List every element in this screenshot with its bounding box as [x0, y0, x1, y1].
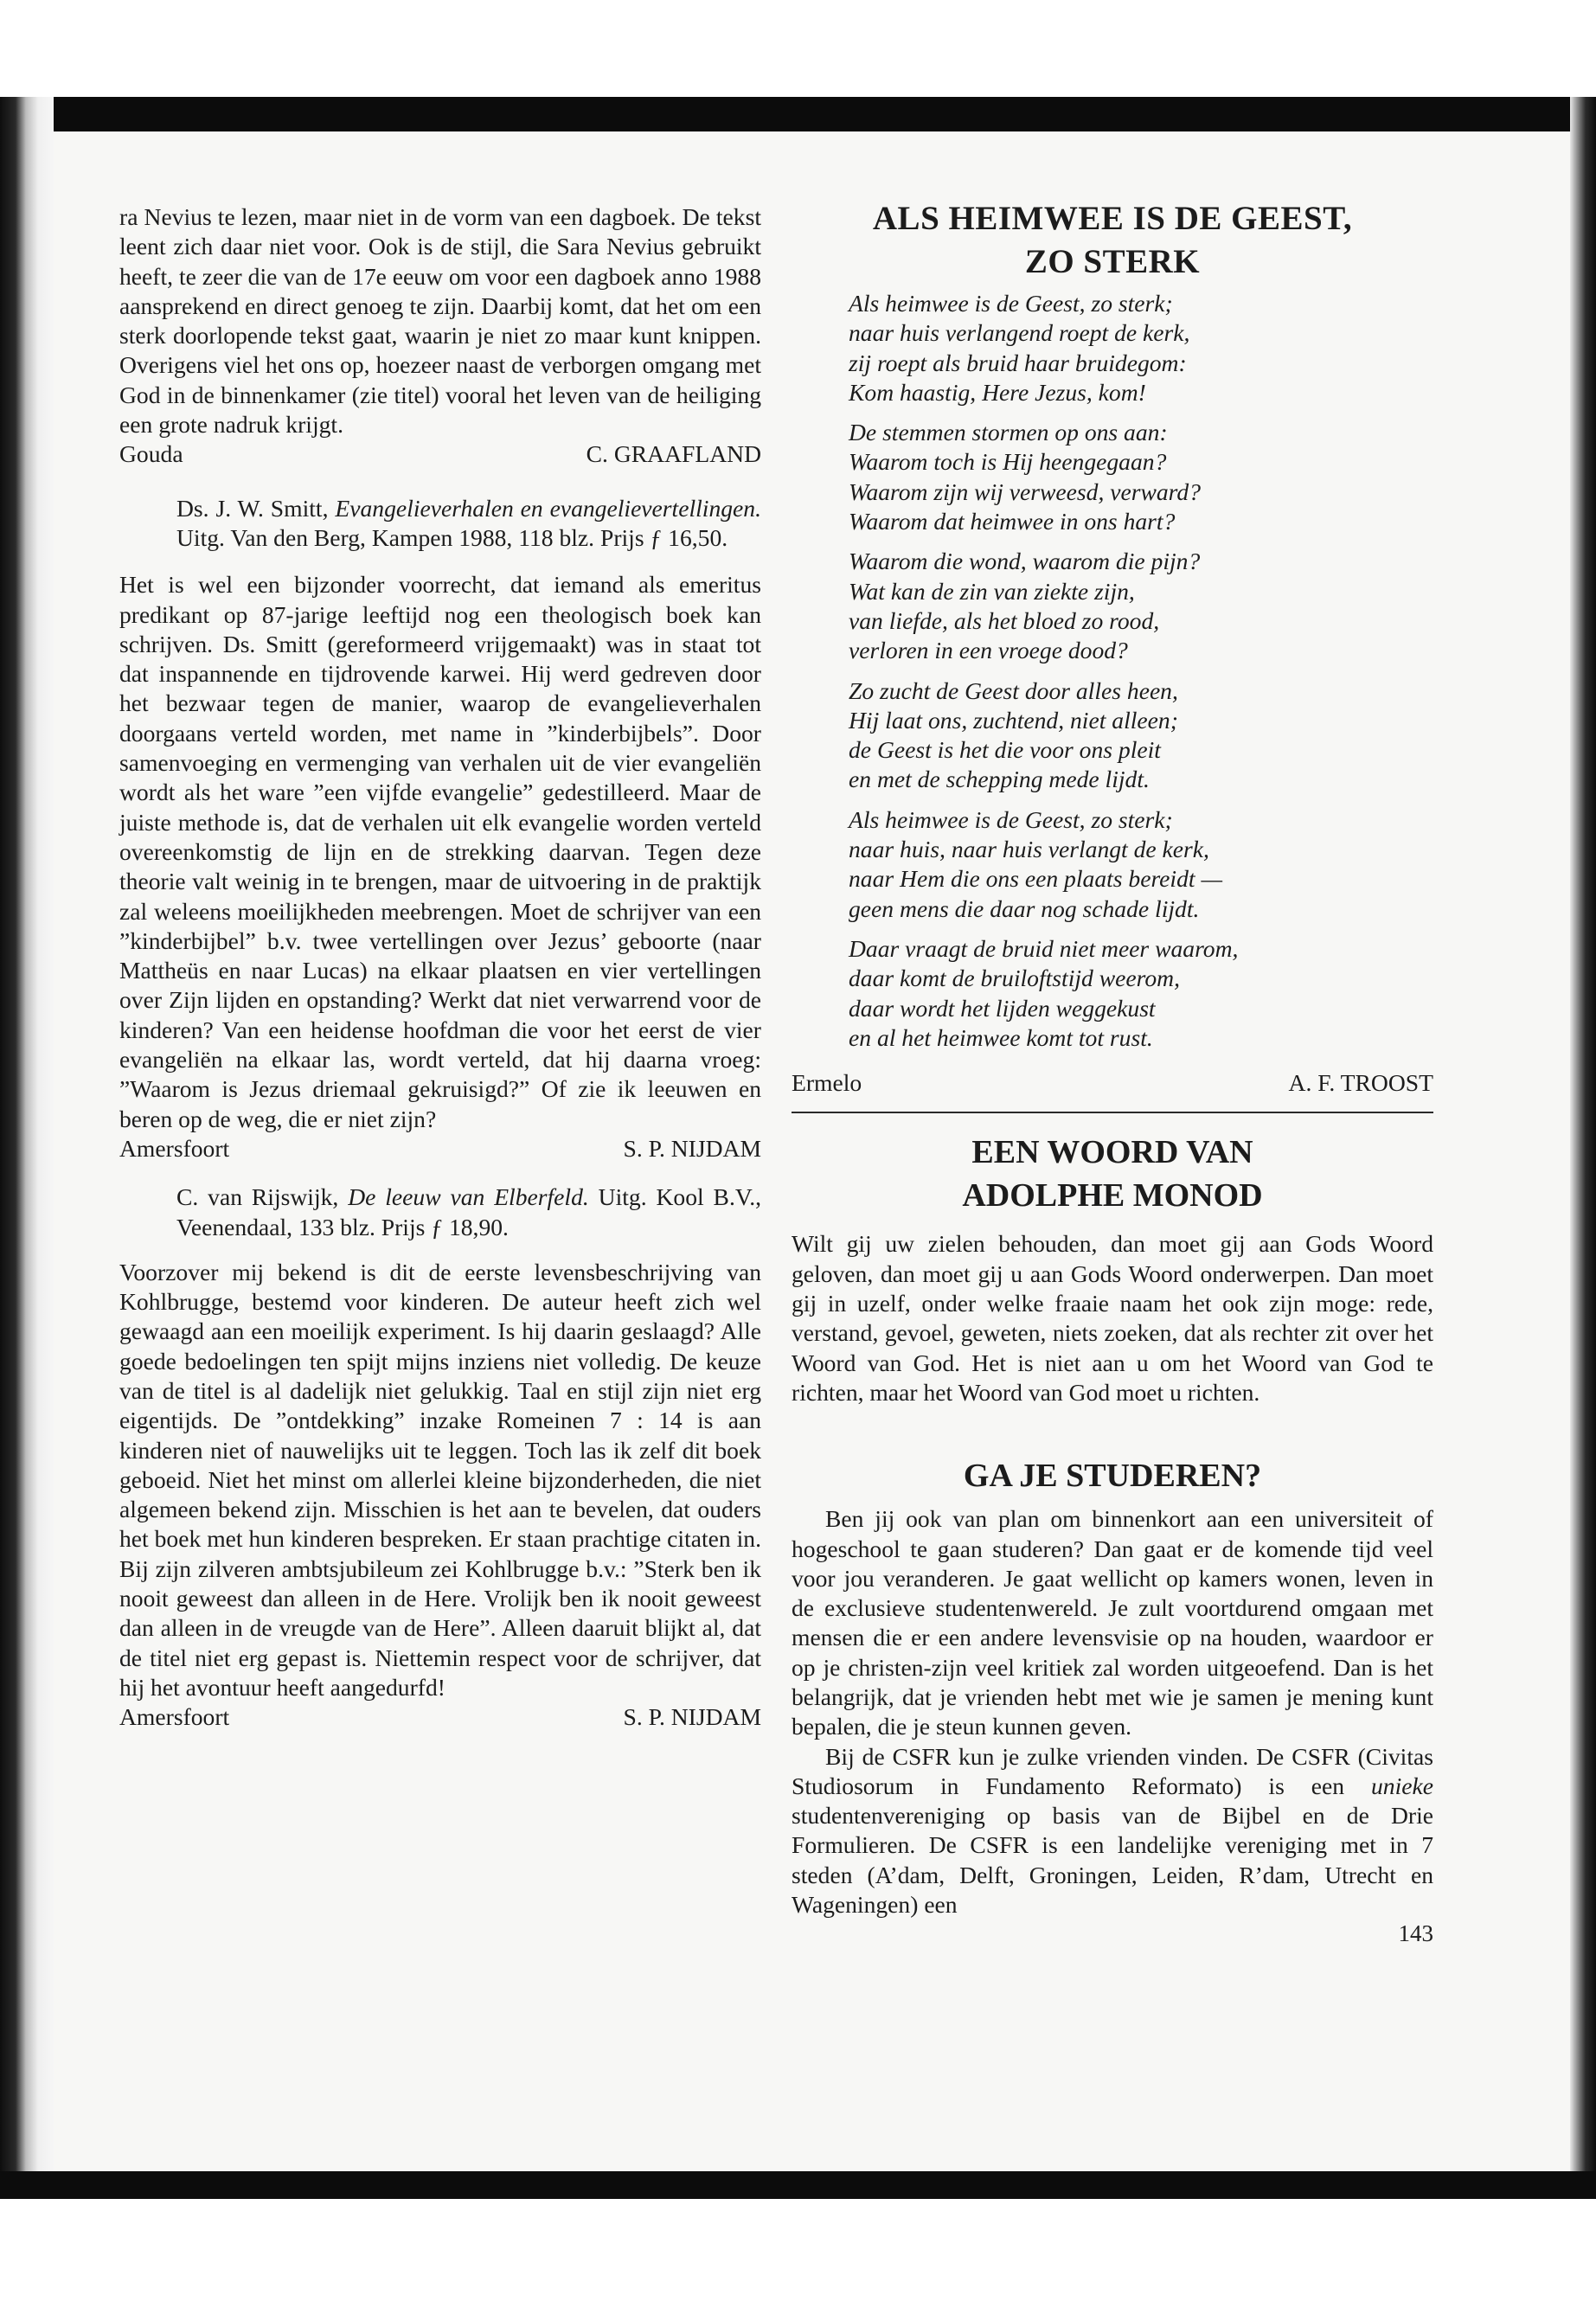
- poem-line: Als heimwee is de Geest, zo sterk;: [849, 290, 1173, 317]
- scan-border-top: [0, 97, 1596, 131]
- poem-stanza-1: [849, 289, 1433, 407]
- scan-border-bottom: [0, 2171, 1596, 2199]
- left-column: [119, 202, 761, 1733]
- review2-paragraph: Het is wel een bijzonder voorrecht, dat iemand als emeritus predikant op 87-jarige leeftijd nog een theologisch boek kan schrijven. Ds. Smitt (gereformeerd vrijgemaakt) was in staat tot dat inspannende en tijdrovende karwei. Hij werd gedreven door het bezwaar tegen de manier, waarop de evangelieverhalen doorgaans verteld worden, met name in ”kinderbijbels”. Door samenvoeging en vermenging van verhalen uit de vier evangeliën wordt als het ware ”een vijfde evangelie” gedestilleerd. Maar de juiste methode is, dat de verhalen uit elk evangelie worden verteld overeenkomstig de lijn en de strekking daarvan. Tegen deze theorie valt weinig in te brengen, maar de uitvoering in de praktijk zal weleens moeilijkheden meebrengen. Moet de schrijver van een ”kinderbijbel” b.v. twee vertellingen over Jezus’ geboorte (naar Mattheüs en naar Lucas) na elkaar plaatsen en vier vertellingen over Zijn lijden en opstanding? Werkt dat niet verwarrend voor de kinderen? Van een heidense hoofdman die voor het eerst de vier evangeliën na elkaar las, wordt verteld, dat hij daarna vroeg: ”Waarom is Jezus driemaal gekruisigd?” Of zie ik leeuwen en beren op de weg, die er niet zijn?: [119, 571, 761, 1132]
- poem-title-line2: ZO STERK: [1024, 243, 1201, 280]
- poem-line: Waarom die wond, waarom die pijn?: [849, 548, 1201, 575]
- review3-book-author: C. van Rijswijk,: [176, 1183, 339, 1211]
- review2-book-author: Ds. J. W. Smitt,: [176, 494, 329, 522]
- poem-title-line1: ALS HEIMWEE IS DE GEEST,: [872, 200, 1353, 237]
- review2-signature: [119, 1134, 761, 1163]
- poem-line: Waarom zijn wij verweesd, verward?: [849, 478, 1201, 505]
- studeren-paragraph-2: [792, 1742, 1433, 1920]
- poem-place: Ermelo: [792, 1069, 862, 1097]
- studeren-emphasis: unieke: [1370, 1772, 1433, 1799]
- poem-stanza-3: [849, 547, 1433, 665]
- poem-line: naar huis, naar huis verlangt de kerk,: [849, 836, 1209, 863]
- book-spine-shadow: [0, 97, 54, 2199]
- poem-title: [792, 197, 1433, 284]
- poem-line: de Geest is het die voor ons pleit: [849, 736, 1161, 764]
- monod-title-line1: EEN WOORD VAN: [971, 1134, 1253, 1171]
- studeren-paragraph-2-start: Bij de CSFR kun je zulke vrienden vinden. De CSFR (Civitas Studiosorum in Fundamento Reformato) is een: [792, 1742, 1433, 1799]
- review1-paragraph: ra Nevius te lezen, maar niet in de vorm van een dagboek. De tekst leent zich daar niet voor. Ook is de stijl, die Sara Nevius gebruikt heeft, te zeer die van de 17e eeuw om voor een dagboek anno 1988 aansprekend en direct genoeg te zijn. Daarbij komt, dat het om een sterk doorlopende tekst gaat, waarin je niet zo maar kunt knippen. Overigens viel het ons op, hoezeer naast de verborgen omgang met God in de binnenkamer (zie titel) vooral het leven van de heiliging een grote nadruk krijgt.: [119, 203, 761, 439]
- review2-book-title: Evangelieverhalen en evangelievertellingen.: [335, 494, 761, 522]
- monod-title: [792, 1131, 1433, 1217]
- poem-line: Waarom toch is Hij heengegaan?: [849, 448, 1167, 476]
- poem-line: Kom haastig, Here Jezus, kom!: [849, 378, 1146, 406]
- monod-title-line2: ADOLPHE MONOD: [962, 1177, 1263, 1215]
- review3-book-publisher: Uitg. Kool B.V., Veenendaal, 133 blz. Prijs ƒ 18,90.: [176, 1183, 762, 1240]
- poem-line: De stemmen stormen op ons aan:: [849, 419, 1168, 446]
- right-column: [792, 197, 1433, 1947]
- studeren-paragraph-2-end: studentenvereniging op basis van de Bijbel en de Drie Formulieren. De CSFR is een landelijke vereniging met in 7 steden (A’dam, Delft, Groningen, Leiden, R’dam, Utrecht en Wageningen) een: [792, 1802, 1433, 1919]
- monod-paragraph: Wilt gij uw zielen behouden, dan moet gij aan Gods Woord geloven, dan moet gij u aan Gods Woord onderwerpen. Dan moet gij in uzelf, onder welke fraaie naam het ook zijn moge: rede, verstand, gevoel, geweten, niets zoeken, dat als rechter zit over het Woord van God. Het is niet aan u om het Woord van God te richten, maar het Woord van God moet u richten.: [792, 1230, 1433, 1406]
- poem-line: zij roept als bruid haar bruidegom:: [849, 349, 1187, 376]
- review1-place: Gouda: [119, 440, 183, 468]
- studeren-title: GA JE STUDEREN?: [963, 1458, 1262, 1495]
- poem-line: geen mens die daar nog schade lijdt.: [849, 894, 1200, 922]
- review3-paragraph: Voorzover mij bekend is dit de eerste levensbeschrijving van Kohlbrugge, bestemd voor kinderen. De auteur heeft zich wel gewaagd aan een moeilijk experiment. Is hij daarin geslaagd? Alle goede bedoelingen ten spijt mijns inziens niet volledig. De keuze van de titel is al dadelijk niet gelukkig. Taal en stijl zijn niet erg eigentijds. De ”ontdekking” inzake Romeinen 7 : 14 is aan kinderen niet of nauwelijks uit te leggen. Toch las ik zelf dit boek geboeid. Niet het minst om allerlei kleine bijzonderheden, die niet algemeen bekend zijn. Misschien is het aan te bevelen, dat ouders het boek met hun kinderen bespreken. Er staan prachtige citaten in. Bij zijn zilveren ambtsjubileum zei Kohlbrugge b.v.: ”Sterk ben ik nooit geweest dan alleen in de Here. Vrolijk ben ik nooit geweest dan alleen in de vreugde van de Here”. Alleen daaruit blijkt al, dat de titel niet erg gepast is. Niettemin respect voor de schrijver, dat hij het avontuur heeft aangedurfd!: [119, 1258, 761, 1701]
- scan-border-right: [1570, 97, 1596, 2199]
- poem-signature: [792, 1068, 1433, 1098]
- poem-line: naar huis verlangend roept de kerk,: [849, 319, 1190, 347]
- poem-line: Als heimwee is de Geest, zo sterk;: [849, 805, 1173, 833]
- poem-line: naar Hem die ons een plaats bereidt —: [849, 865, 1222, 893]
- review3-book-info: [176, 1183, 761, 1242]
- poem-line: en met de schepping mede lijdt.: [849, 766, 1150, 793]
- review2-book-publisher: Uitg. Van den Berg, Kampen 1988, 118 blz. Prijs ƒ 16,50.: [176, 523, 728, 551]
- poem-line: Zo zucht de Geest door alles heen,: [849, 676, 1178, 704]
- review3-author: S. P. NIJDAM: [623, 1703, 761, 1731]
- poem-stanza-2: [849, 418, 1433, 536]
- poem-line: Daar vraagt de bruid niet meer waarom,: [849, 934, 1239, 962]
- poem-stanza-5: [849, 805, 1433, 924]
- poem-line: verloren in een vroege dood?: [849, 637, 1128, 664]
- scan-margin-top: [0, 0, 1596, 97]
- poem-body: [849, 289, 1433, 1053]
- poem-line: Hij laat ons, zuchtend, niet alleen;: [849, 706, 1178, 734]
- review2-place: Amersfoort: [119, 1134, 230, 1162]
- poem-line: Waarom dat heimwee in ons hart?: [849, 508, 1176, 535]
- review2-book-info: [176, 494, 761, 554]
- studeren-paragraph-1: Ben jij ook van plan om binnenkort aan een universiteit of hogeschool te gaan studeren? Dan gaat er de komende tijd veel voor jou veranderen. Je gaat wellicht op kamers wonen, leven in de exclusieve studentenwereld. Je zult voortdurend omgaan met mensen die er een andere levensvisie op na houden, waardoor er op je christen-zijn veel kritiek zal worden uitgeoefend. Dan is het belangrijk, dat je vrienden hebt met wie je samen je mening kunt bepalen, die je steun kunnen geven.: [792, 1505, 1433, 1740]
- poem-author: A. F. TROOST: [1288, 1069, 1433, 1097]
- poem-stanza-4: [849, 676, 1433, 795]
- poem-stanza-6: [849, 934, 1433, 1053]
- poem-line: van liefde, als het bloed zo rood,: [849, 606, 1160, 634]
- page-number: 143: [1398, 1920, 1433, 1947]
- review3-place: Amersfoort: [119, 1703, 230, 1731]
- review1-signature: [119, 439, 761, 469]
- poem-line: daar komt de bruiloftstijd weerom,: [849, 965, 1180, 992]
- poem-line: en al het heimwee komt tot rust.: [849, 1023, 1153, 1051]
- review3-signature: [119, 1702, 761, 1732]
- section-divider: [792, 1112, 1433, 1113]
- poem-line: daar wordt het lijden weggekust: [849, 994, 1156, 1022]
- review1-author: C. GRAAFLAND: [586, 440, 761, 468]
- poem-line: Wat kan de zin van ziekte zijn,: [849, 577, 1135, 605]
- review3-book-title: De leeuw van Elberfeld.: [348, 1183, 589, 1211]
- review2-author: S. P. NIJDAM: [623, 1134, 761, 1162]
